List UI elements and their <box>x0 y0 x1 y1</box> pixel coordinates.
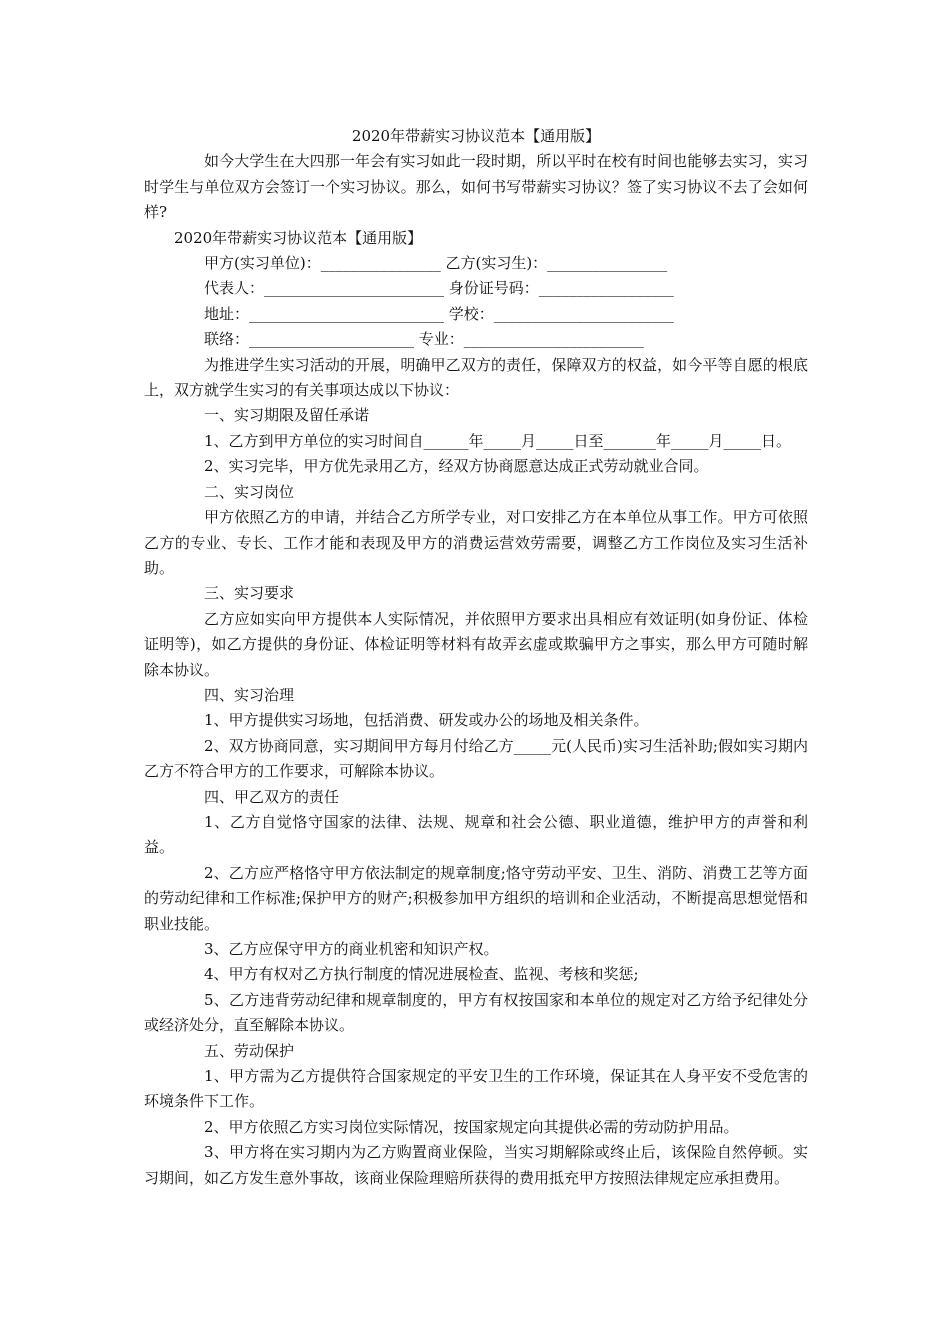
agreement-paragraph: 4、甲方有权对乙方执行制度的情况进展检查、监视、考核和奖惩; <box>204 965 639 984</box>
agreement-paragraph: 为推进学生实习活动的开展，明确甲乙双方的责任，保障双方的权益，如今平等自愿的根底上，双方就学生实习的有关事项达成以下协议： <box>144 355 808 400</box>
agreement-paragraph: 1、乙方到甲方单位的实习时间自______年_____月_____日至_______年_____月_____日。 <box>204 431 792 450</box>
intro-paragraph: 如今大学生在大四那一年会有实习如此一段时期，所以平时在校有时间也能够去实习，实习时学生与单位双方会签订一个实习协议。那么，如何书写带薪实习协议？签了实习协议不去了会如何样? <box>144 152 808 222</box>
agreement-paragraph: 3、乙方应保守甲方的商业机密和知识产权。 <box>204 940 499 958</box>
agreement-paragraph: 3、甲方将在实习期内为乙方购置商业保险，当实习期解除或终止后，该保险自然停顿。实习期间，如乙方发生意外事故，该商业保险理赔所获得的费用抵充甲方按照法律规定应承担费用。 <box>144 1143 808 1187</box>
section-heading: 四、甲乙双方的责任 <box>204 787 340 806</box>
agreement-paragraph: 1、甲方提供实习场地，包括消费、研发或办公的场地及相关条件。 <box>204 711 649 730</box>
section-heading: 五、劳动保护 <box>204 1041 295 1060</box>
agreement-paragraph: 甲方依照乙方的申请，并结合乙方所学专业，对口安排乙方在本单位从事工作。甲方可依照乙方的专业、专长、工作才能和表现及甲方的消费运营效劳需要，调整乙方工作岗位及实习生活补助。 <box>144 508 808 577</box>
agreement-paragraph: 1、乙方自觉恪守国家的法律、法规、规章和社会公德、职业道德，维护甲方的声誉和利益。 <box>144 812 808 857</box>
agreement-paragraph: 乙方应如实向甲方提供本人实际情况，并依照甲方要求出具相应有效证明(如身份证、体检证明等)，如乙方提供的身份证、体检证明等材料有故弄玄虚或欺骗甲方之事实，那么甲方可随时解除本协议。 <box>144 609 808 679</box>
agreement-paragraph: 2、双方协商同意，实习期间甲方每月付给乙方_____元(人民币)实习生活补助;假如实习期内乙方不符合甲方的工作要求，可解除本协议。 <box>144 736 808 781</box>
agreement-paragraph: 2、实习完毕，甲方优先录用乙方，经双方协商愿意达成正式劳动就业合同。 <box>204 457 709 476</box>
section-heading: 一、实习期限及留任承诺 <box>204 406 370 425</box>
field-line-party-a: 甲方(实习单位)：________________ 乙方(实习生)：________________ <box>204 254 668 273</box>
section-heading: 二、实习岗位 <box>204 482 295 501</box>
section-heading: 四、实习治理 <box>204 685 295 704</box>
field-line-contact: 联络：______________________ 专业：________________________ <box>204 330 644 349</box>
agreement-paragraph: 2、甲方依照乙方实习岗位实际情况，按国家规定向其提供必需的劳动防护用品。 <box>204 1117 739 1136</box>
agreement-paragraph: 2、乙方应严格恪守甲方依法制定的规章制度;恪守劳动平安、卫生、消防、消费工艺等方面的劳动纪律和工作标准;保护甲方的财产;积极参加甲方组织的培训和企业活动，不断提高思想觉悟和职业技能。 <box>144 863 808 933</box>
section-heading: 三、实习要求 <box>204 584 295 603</box>
field-line-representative: 代表人：________________________ 身份证号码：__________________ <box>204 279 674 298</box>
agreement-paragraph: 1、甲方需为乙方提供符合国家规定的平安卫生的工作环境，保证其在人身平安不受危害的环境条件下工作。 <box>144 1067 808 1111</box>
document-subtitle: 2020年带薪实习协议范本【通用版】 <box>174 228 423 247</box>
agreement-paragraphs <box>144 353 808 1191</box>
document-body <box>144 124 808 1191</box>
agreement-paragraph: 5、乙方违背劳动纪律和规章制度的，甲方有权按国家和本单位的规定对乙方给予纪律处分或经济处分，直至解除本协议。 <box>144 990 808 1035</box>
document-title: 2020年带薪实习协议范本【通用版】 <box>351 127 601 145</box>
field-line-address: 地址：__________________________ 学校：________________________ <box>204 304 674 323</box>
